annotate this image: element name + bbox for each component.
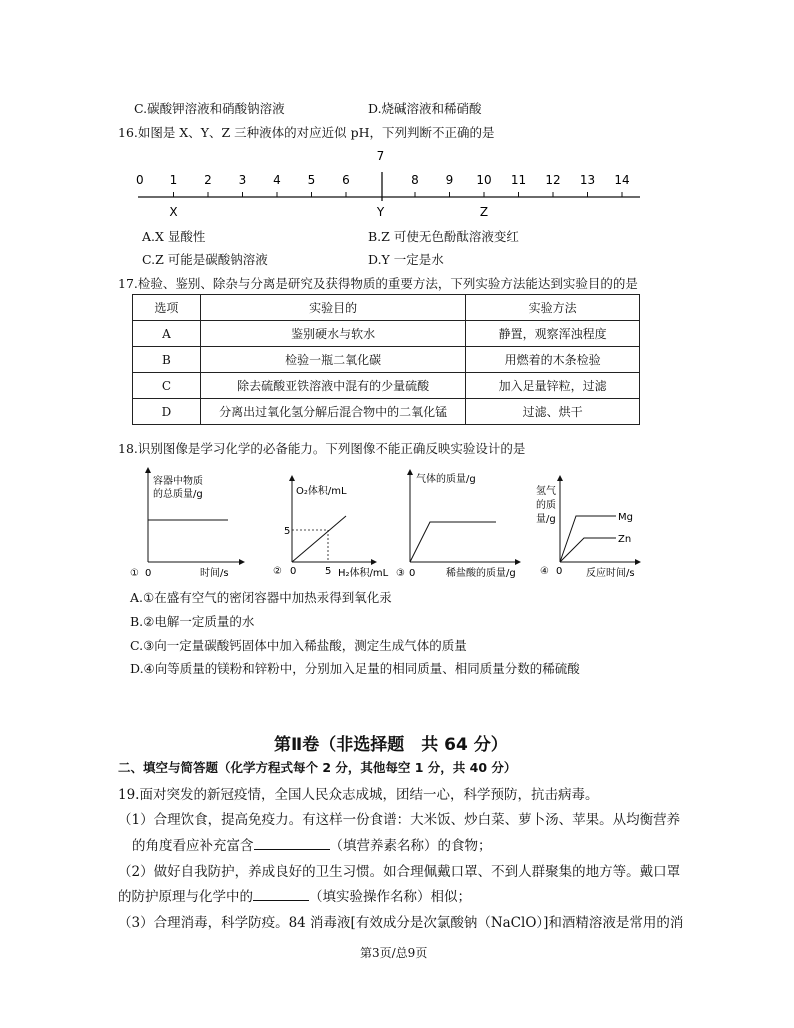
graph3-xlabel: 稀盐酸的质量/g	[446, 568, 516, 579]
graph2-ylabel: O₂体积/mL	[296, 486, 347, 497]
ph-tick-label: 5	[307, 173, 316, 187]
q18-option-b: B.②电解一定质量的水	[130, 614, 255, 629]
q18-option-c: C.③向一定量碳酸钙固体中加入稀盐酸，测定生成气体的质量	[130, 638, 467, 653]
table-row	[133, 347, 640, 373]
graph2-tick-x: 5	[325, 566, 332, 577]
table-row	[133, 399, 640, 425]
page-footer: 第3页/总9页	[360, 946, 428, 960]
table-cell: B	[133, 347, 201, 373]
ph-tick-label: 13	[579, 173, 596, 187]
q16-option-b: B.Z 可使无色酚酞溶液变红	[368, 229, 519, 244]
table-cell: 静置，观察浑浊程度	[466, 321, 640, 347]
table-cell: 除去硫酸亚铁溶液中混有的少量硫酸	[200, 373, 465, 399]
graph4-zn-line	[560, 538, 616, 562]
graph2-number: ②	[273, 566, 282, 577]
table-cell: D	[133, 399, 201, 425]
graph2-xlabel: H₂体积/mL	[338, 568, 389, 579]
part2-title: 第Ⅱ卷（非选择题 共 64 分）	[274, 735, 508, 755]
section2-heading: 二、填空与简答题（化学方程式每个 2 分，其他每空 1 分，共 40 分）	[118, 760, 517, 775]
ph-tick-label: 2	[204, 173, 212, 187]
q15-option-c: C.碳酸钾溶液和硝酸钠溶液	[134, 101, 285, 116]
table-header-method: 实验方法	[466, 295, 640, 321]
graph3-line	[410, 522, 496, 562]
table-cell: 加入足量锌粒，过滤	[466, 373, 640, 399]
q19-part2-line2	[118, 885, 471, 905]
graph4-ylabel-3: 量/g	[536, 514, 556, 525]
q18-option-a: A.①在盛有空气的密闭容器中加热汞得到氧化汞	[130, 590, 392, 605]
graph1-ylabel-1: 容器中物质	[153, 476, 203, 487]
graph2-tick-y: 5	[284, 526, 291, 537]
graph3-origin: 0	[409, 568, 416, 579]
table-cell: 过滤、烘干	[466, 399, 640, 425]
ph-ticks	[136, 149, 630, 197]
table-row	[133, 373, 640, 399]
ph-tick-label: 10	[476, 173, 492, 187]
table-cell: 检验一瓶二氧化碳	[200, 347, 465, 373]
ph-tick-label: 12	[545, 173, 561, 187]
q19-part1-line2	[132, 834, 492, 854]
ph-tick-label: 9	[445, 173, 454, 187]
graph1-xlabel: 时间/s	[200, 568, 229, 579]
table-cell: C	[133, 373, 201, 399]
q19-part2-pre: 的防护原理与化学中的	[118, 889, 253, 905]
graph4-zn-label: Zn	[618, 534, 632, 545]
q18-option-d: D.④向等质量的镁粉和锌粉中，分别加入足量的相同质量、相同质量分数的稀硫酸	[130, 661, 580, 676]
table-cell: 分离出过氧化氢分解后混合物中的二氧化锰	[200, 399, 465, 425]
graph4-mg-line	[560, 516, 616, 562]
graph-2	[273, 478, 389, 579]
q19-stem: 19.面对突发的新冠疫情，全国人民众志成城，团结一心，科学预防，抗击病毒。	[118, 787, 599, 803]
graph4-origin: 0	[556, 566, 563, 577]
ph-tick-label: 4	[273, 173, 281, 187]
q19-part2-post: （填实验操作名称）相似；	[309, 889, 471, 905]
graph2-origin: 0	[290, 566, 297, 577]
q19-part3-line1: （3）合理消毒，科学防疫。84 消毒液[有效成分是次氯酸钠（NaClO）]和酒精溶液是常用的消	[118, 915, 684, 931]
ph-tick-label: 3	[238, 173, 247, 187]
ph-tick-label: 7	[376, 149, 385, 163]
graph4-xlabel: 反应时间/s	[586, 568, 635, 579]
q17-stem: 17.检验、鉴别、除杂与分离是研究及获得物质的重要方法，下列实验方法能达到实验目的的是	[118, 276, 638, 291]
ph-tick-label: 14	[614, 173, 630, 187]
q17-table	[132, 294, 640, 425]
q16-option-c: C.Z 可能是碳酸钠溶液	[142, 252, 268, 267]
graph1-ylabel-2: 的总质量/g	[153, 489, 203, 500]
ph-markers	[169, 205, 488, 219]
graph4-ylabel-1: 氢气	[536, 486, 556, 497]
q19-part1-post: （填营养素名称）的食物；	[329, 838, 492, 854]
graph-4	[536, 478, 638, 579]
graph3-ylabel: 气体的质量/g	[416, 474, 476, 485]
ph-tick-label: 1	[169, 173, 178, 187]
graph4-number: ④	[540, 566, 549, 577]
graph3-number: ③	[396, 568, 405, 579]
table-header-option: 选项	[133, 295, 201, 321]
q15-option-d: D.烧碱溶液和稀硝酸	[368, 101, 482, 116]
q19-part1-pre: 的角度看应补充富含	[132, 838, 254, 854]
table-header-purpose: 实验目的	[200, 295, 465, 321]
graph4-ylabel-2: 的质	[536, 500, 556, 511]
ph-marker-y: Y	[376, 205, 385, 219]
graph1-number: ①	[130, 568, 139, 579]
q16-option-a: A.X 显酸性	[142, 229, 206, 244]
ph-tick-label: 11	[510, 173, 527, 187]
graph-3	[396, 472, 518, 579]
q16-option-d: D.Y 一定是水	[368, 252, 444, 267]
ph-tick-label: 6	[342, 173, 350, 187]
ph-scale	[130, 144, 650, 222]
table-cell: 鉴别硬水与软水	[200, 321, 465, 347]
graph2-line	[292, 516, 346, 562]
q19-blank-2[interactable]	[253, 887, 309, 901]
q19-part1-line1: （1）合理饮食，提高免疫力。有这样一份食谱：大米饭、炒白菜、萝卜汤、苹果。从均衡营养	[118, 812, 681, 828]
table-row	[133, 321, 640, 347]
q19-blank-1[interactable]	[254, 836, 330, 850]
q18-stem: 18.识别图像是学习化学的必备能力。下列图像不能正确反映实验设计的是	[118, 441, 526, 456]
table-header-row	[133, 295, 640, 321]
graph-1	[130, 470, 242, 579]
ph-marker-x: X	[169, 205, 178, 219]
ph-tick-label: 8	[411, 173, 419, 187]
ph-marker-z: Z	[479, 205, 489, 219]
graph4-mg-label: Mg	[618, 512, 633, 523]
q19-part2-line1: （2）做好自我防护，养成良好的卫生习惯。如合理佩戴口罩、不到人群聚集的地方等。戴口罩	[118, 864, 681, 880]
q18-graphs	[124, 466, 654, 584]
table-cell: A	[133, 321, 201, 347]
graph1-origin: 0	[145, 568, 152, 579]
table-cell: 用燃着的木条检验	[466, 347, 640, 373]
ph-tick-label: 0	[136, 173, 144, 187]
q16-stem: 16.如图是 X、Y、Z 三种液体的对应近似 pH，下列判断不正确的是	[118, 125, 495, 140]
